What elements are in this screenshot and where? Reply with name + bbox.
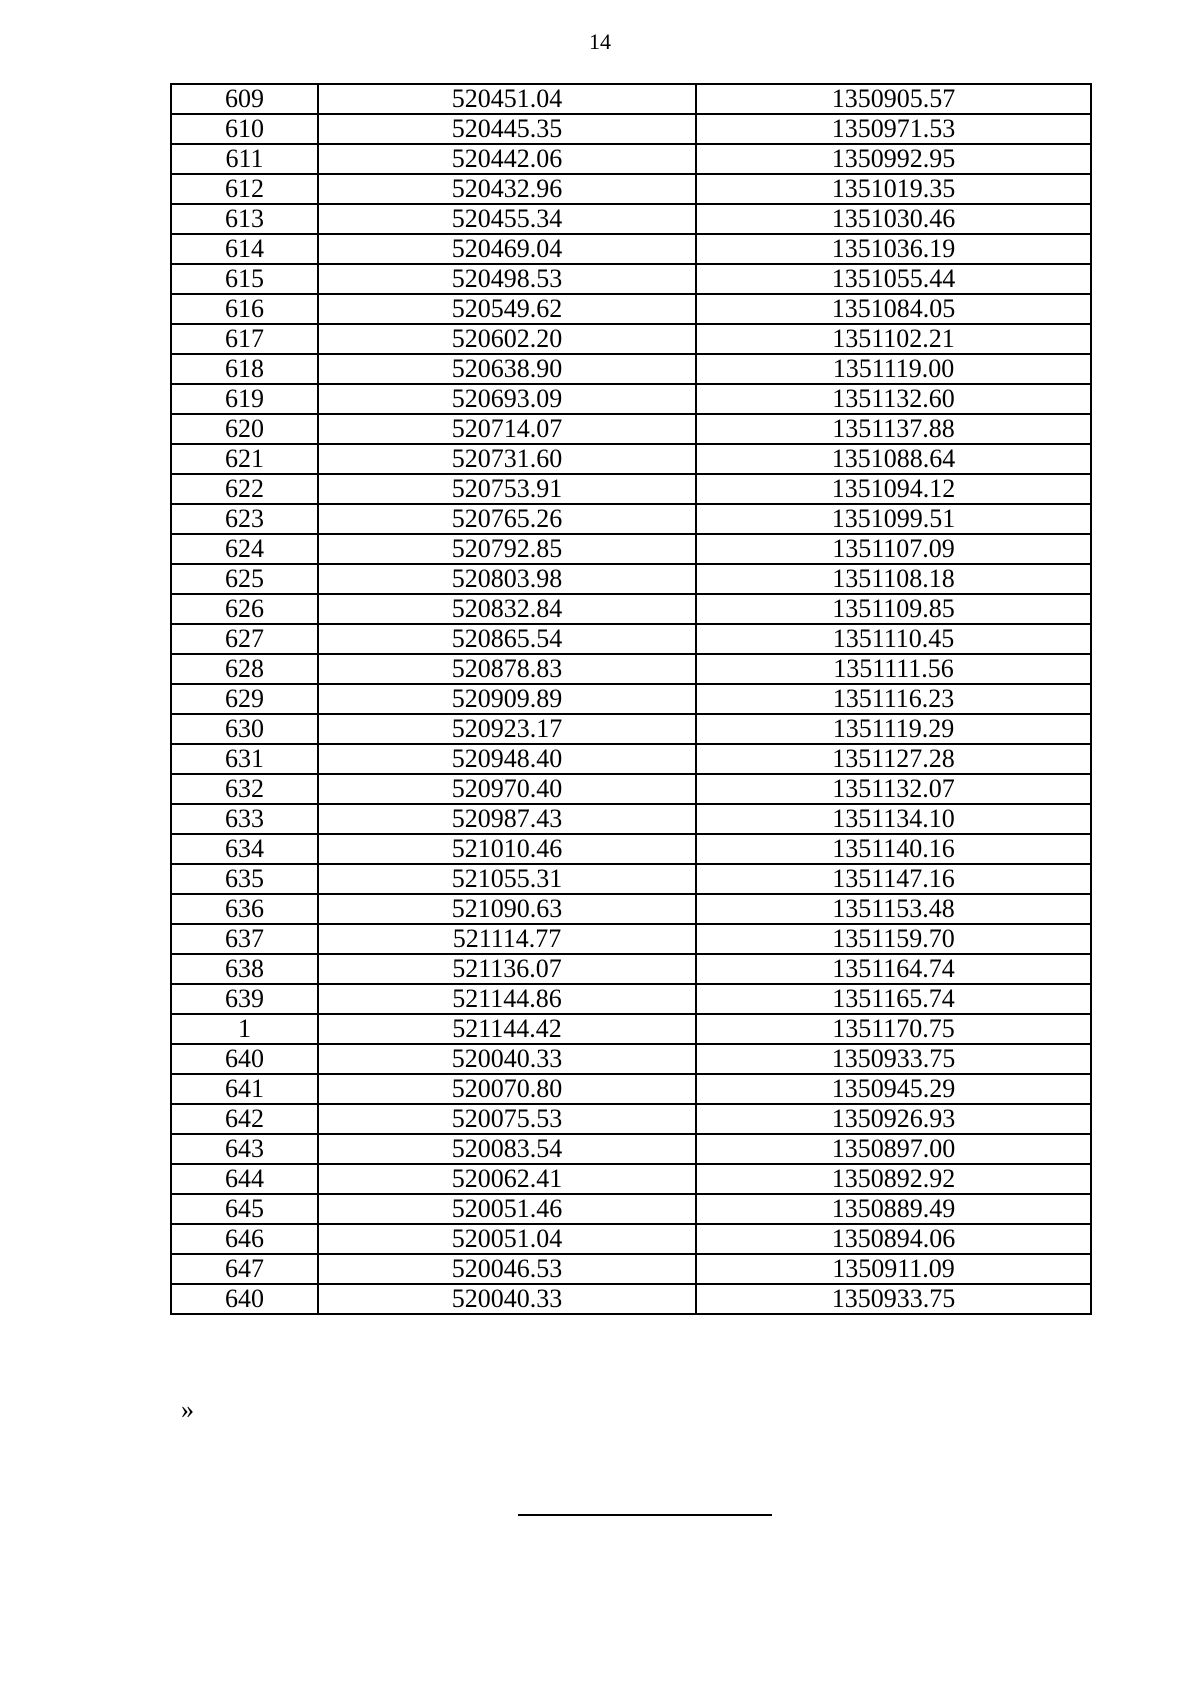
- point-number-cell: 647: [171, 1254, 318, 1284]
- point-number-cell: 631: [171, 744, 318, 774]
- y-coordinate-cell: 1351055.44: [696, 264, 1091, 294]
- y-coordinate-cell: 1350971.53: [696, 114, 1091, 144]
- point-number-cell: 629: [171, 684, 318, 714]
- table-row: [171, 294, 1091, 324]
- table-row: [171, 444, 1091, 474]
- point-number-cell: 640: [171, 1284, 318, 1314]
- point-number-cell: 1: [171, 1014, 318, 1044]
- table-row: [171, 204, 1091, 234]
- x-coordinate-cell: 521055.31: [318, 864, 696, 894]
- y-coordinate-cell: 1351153.48: [696, 894, 1091, 924]
- x-coordinate-cell: 520451.04: [318, 84, 696, 114]
- table-row: [171, 1074, 1091, 1104]
- y-coordinate-cell: 1351102.21: [696, 324, 1091, 354]
- point-number-cell: 612: [171, 174, 318, 204]
- table-row: [171, 1104, 1091, 1134]
- table-row: [171, 1014, 1091, 1044]
- y-coordinate-cell: 1351094.12: [696, 474, 1091, 504]
- x-coordinate-cell: 521136.07: [318, 954, 696, 984]
- page-number: 14: [589, 29, 611, 54]
- x-coordinate-cell: 520602.20: [318, 324, 696, 354]
- table-row: [171, 984, 1091, 1014]
- x-coordinate-cell: 520046.53: [318, 1254, 696, 1284]
- x-coordinate-cell: 520051.04: [318, 1224, 696, 1254]
- coordinates-table: [170, 83, 1092, 1315]
- table-row: [171, 384, 1091, 414]
- y-coordinate-cell: 1350926.93: [696, 1104, 1091, 1134]
- table-row: [171, 144, 1091, 174]
- x-coordinate-cell: 520909.89: [318, 684, 696, 714]
- table-row: [171, 744, 1091, 774]
- table-row: [171, 654, 1091, 684]
- x-coordinate-cell: 520442.06: [318, 144, 696, 174]
- point-number-cell: 623: [171, 504, 318, 534]
- point-number-cell: 642: [171, 1104, 318, 1134]
- point-number-cell: 633: [171, 804, 318, 834]
- point-number-cell: 636: [171, 894, 318, 924]
- x-coordinate-cell: 520865.54: [318, 624, 696, 654]
- point-number-cell: 641: [171, 1074, 318, 1104]
- x-coordinate-cell: 520714.07: [318, 414, 696, 444]
- x-coordinate-cell: 520878.83: [318, 654, 696, 684]
- table-row: [171, 534, 1091, 564]
- point-number-cell: 637: [171, 924, 318, 954]
- y-coordinate-cell: 1351134.10: [696, 804, 1091, 834]
- table-row: [171, 174, 1091, 204]
- x-coordinate-cell: 520693.09: [318, 384, 696, 414]
- y-coordinate-cell: 1351107.09: [696, 534, 1091, 564]
- point-number-cell: 645: [171, 1194, 318, 1224]
- x-coordinate-cell: 520455.34: [318, 204, 696, 234]
- point-number-cell: 628: [171, 654, 318, 684]
- point-number-cell: 613: [171, 204, 318, 234]
- table-row: [171, 624, 1091, 654]
- x-coordinate-cell: 521010.46: [318, 834, 696, 864]
- x-coordinate-cell: 520731.60: [318, 444, 696, 474]
- x-coordinate-cell: 520987.43: [318, 804, 696, 834]
- table-row: [171, 564, 1091, 594]
- point-number-cell: 614: [171, 234, 318, 264]
- y-coordinate-cell: 1351019.35: [696, 174, 1091, 204]
- y-coordinate-cell: 1351140.16: [696, 834, 1091, 864]
- table-row: [171, 1224, 1091, 1254]
- y-coordinate-cell: 1350889.49: [696, 1194, 1091, 1224]
- x-coordinate-cell: 520803.98: [318, 564, 696, 594]
- table-row: [171, 804, 1091, 834]
- table-row: [171, 774, 1091, 804]
- x-coordinate-cell: 520469.04: [318, 234, 696, 264]
- x-coordinate-cell: 520062.41: [318, 1164, 696, 1194]
- point-number-cell: 616: [171, 294, 318, 324]
- point-number-cell: 625: [171, 564, 318, 594]
- table-row: [171, 1134, 1091, 1164]
- point-number-cell: 615: [171, 264, 318, 294]
- y-coordinate-cell: 1351170.75: [696, 1014, 1091, 1044]
- x-coordinate-cell: 520638.90: [318, 354, 696, 384]
- y-coordinate-cell: 1351111.56: [696, 654, 1091, 684]
- table-row: [171, 1164, 1091, 1194]
- point-number-cell: 619: [171, 384, 318, 414]
- table-row: [171, 354, 1091, 384]
- closing-quote: »: [181, 1395, 194, 1424]
- point-number-cell: 611: [171, 144, 318, 174]
- y-coordinate-cell: 1350933.75: [696, 1284, 1091, 1314]
- y-coordinate-cell: 1351164.74: [696, 954, 1091, 984]
- y-coordinate-cell: 1351088.64: [696, 444, 1091, 474]
- point-number-cell: 627: [171, 624, 318, 654]
- x-coordinate-cell: 520948.40: [318, 744, 696, 774]
- table-row: [171, 924, 1091, 954]
- table-row: [171, 114, 1091, 144]
- table-row: [171, 954, 1091, 984]
- x-coordinate-cell: 520432.96: [318, 174, 696, 204]
- y-coordinate-cell: 1350897.00: [696, 1134, 1091, 1164]
- table-row: [171, 474, 1091, 504]
- x-coordinate-cell: 521144.42: [318, 1014, 696, 1044]
- point-number-cell: 632: [171, 774, 318, 804]
- coordinates-table-body: [171, 84, 1091, 1314]
- y-coordinate-cell: 1351116.23: [696, 684, 1091, 714]
- x-coordinate-cell: 520051.46: [318, 1194, 696, 1224]
- table-row: [171, 414, 1091, 444]
- y-coordinate-cell: 1351108.18: [696, 564, 1091, 594]
- y-coordinate-cell: 1351119.00: [696, 354, 1091, 384]
- x-coordinate-cell: 520765.26: [318, 504, 696, 534]
- point-number-cell: 626: [171, 594, 318, 624]
- point-number-cell: 640: [171, 1044, 318, 1074]
- y-coordinate-cell: 1351030.46: [696, 204, 1091, 234]
- y-coordinate-cell: 1350894.06: [696, 1224, 1091, 1254]
- y-coordinate-cell: 1351159.70: [696, 924, 1091, 954]
- table-row: [171, 84, 1091, 114]
- table-row: [171, 894, 1091, 924]
- table-row: [171, 234, 1091, 264]
- table-row: [171, 504, 1091, 534]
- x-coordinate-cell: 521114.77: [318, 924, 696, 954]
- y-coordinate-cell: 1350945.29: [696, 1074, 1091, 1104]
- point-number-cell: 620: [171, 414, 318, 444]
- point-number-cell: 634: [171, 834, 318, 864]
- y-coordinate-cell: 1351165.74: [696, 984, 1091, 1014]
- y-coordinate-cell: 1350892.92: [696, 1164, 1091, 1194]
- x-coordinate-cell: 520040.33: [318, 1044, 696, 1074]
- point-number-cell: 644: [171, 1164, 318, 1194]
- point-number-cell: 638: [171, 954, 318, 984]
- y-coordinate-cell: 1350933.75: [696, 1044, 1091, 1074]
- table-row: [171, 834, 1091, 864]
- y-coordinate-cell: 1351099.51: [696, 504, 1091, 534]
- point-number-cell: 630: [171, 714, 318, 744]
- x-coordinate-cell: 520792.85: [318, 534, 696, 564]
- y-coordinate-cell: 1351036.19: [696, 234, 1091, 264]
- table-row: [171, 324, 1091, 354]
- separator-line: [518, 1514, 772, 1516]
- y-coordinate-cell: 1351132.07: [696, 774, 1091, 804]
- x-coordinate-cell: 520498.53: [318, 264, 696, 294]
- y-coordinate-cell: 1350911.09: [696, 1254, 1091, 1284]
- point-number-cell: 624: [171, 534, 318, 564]
- y-coordinate-cell: 1350905.57: [696, 84, 1091, 114]
- table-row: [171, 1284, 1091, 1314]
- x-coordinate-cell: 520040.33: [318, 1284, 696, 1314]
- table-row: [171, 1194, 1091, 1224]
- y-coordinate-cell: 1351147.16: [696, 864, 1091, 894]
- x-coordinate-cell: 520832.84: [318, 594, 696, 624]
- x-coordinate-cell: 521090.63: [318, 894, 696, 924]
- x-coordinate-cell: 520445.35: [318, 114, 696, 144]
- y-coordinate-cell: 1351119.29: [696, 714, 1091, 744]
- point-number-cell: 609: [171, 84, 318, 114]
- table-row: [171, 864, 1091, 894]
- x-coordinate-cell: 521144.86: [318, 984, 696, 1014]
- table-row: [171, 264, 1091, 294]
- y-coordinate-cell: 1351084.05: [696, 294, 1091, 324]
- y-coordinate-cell: 1351109.85: [696, 594, 1091, 624]
- x-coordinate-cell: 520075.53: [318, 1104, 696, 1134]
- y-coordinate-cell: 1350992.95: [696, 144, 1091, 174]
- x-coordinate-cell: 520070.80: [318, 1074, 696, 1104]
- table-row: [171, 714, 1091, 744]
- point-number-cell: 639: [171, 984, 318, 1014]
- point-number-cell: 618: [171, 354, 318, 384]
- x-coordinate-cell: 520970.40: [318, 774, 696, 804]
- table-row: [171, 684, 1091, 714]
- table-row: [171, 1044, 1091, 1074]
- x-coordinate-cell: 520923.17: [318, 714, 696, 744]
- table-row: [171, 1254, 1091, 1284]
- x-coordinate-cell: 520753.91: [318, 474, 696, 504]
- point-number-cell: 621: [171, 444, 318, 474]
- point-number-cell: 610: [171, 114, 318, 144]
- x-coordinate-cell: 520083.54: [318, 1134, 696, 1164]
- x-coordinate-cell: 520549.62: [318, 294, 696, 324]
- point-number-cell: 646: [171, 1224, 318, 1254]
- point-number-cell: 643: [171, 1134, 318, 1164]
- table-row: [171, 594, 1091, 624]
- y-coordinate-cell: 1351110.45: [696, 624, 1091, 654]
- point-number-cell: 622: [171, 474, 318, 504]
- point-number-cell: 617: [171, 324, 318, 354]
- y-coordinate-cell: 1351132.60: [696, 384, 1091, 414]
- point-number-cell: 635: [171, 864, 318, 894]
- y-coordinate-cell: 1351137.88: [696, 414, 1091, 444]
- y-coordinate-cell: 1351127.28: [696, 744, 1091, 774]
